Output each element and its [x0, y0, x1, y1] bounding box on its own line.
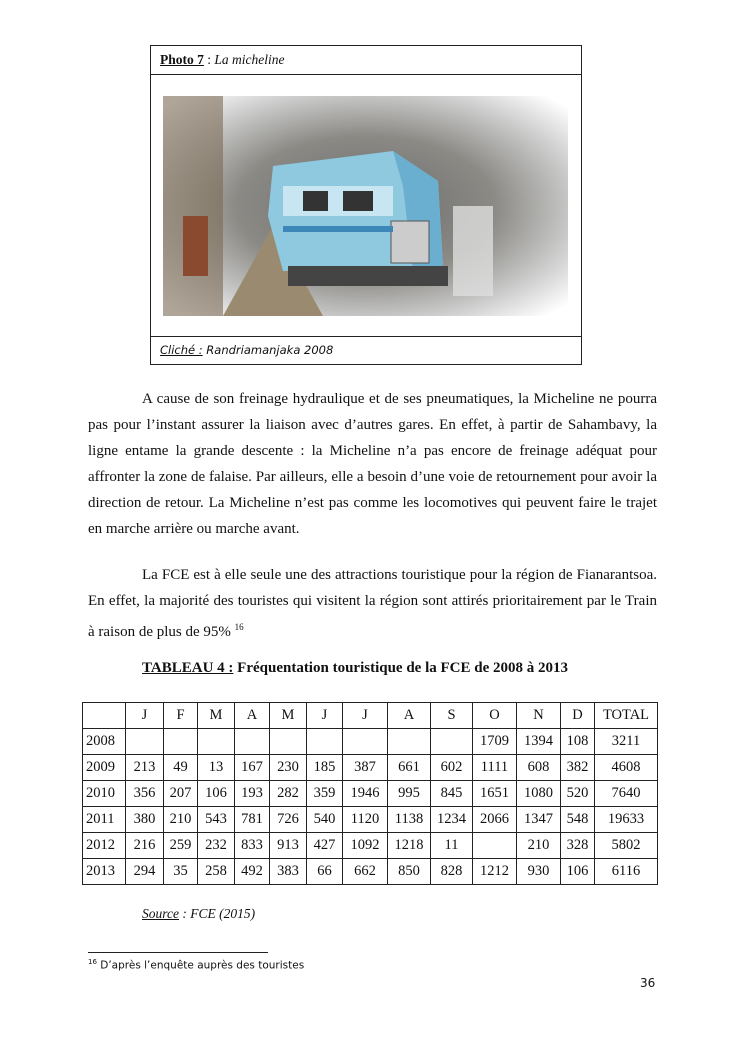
header-cell: M [270, 703, 307, 729]
table-row [83, 833, 658, 859]
value-cell: 294 [126, 859, 164, 885]
value-cell: 2066 [473, 807, 517, 833]
value-cell: 7640 [595, 781, 658, 807]
year-cell: 2011 [83, 807, 126, 833]
source-text: : FCE (2015) [179, 906, 256, 921]
value-cell: 230 [270, 755, 307, 781]
value-cell: 492 [235, 859, 270, 885]
value-cell: 1394 [517, 729, 561, 755]
value-cell: 213 [126, 755, 164, 781]
header-cell: O [473, 703, 517, 729]
value-cell: 19633 [595, 807, 658, 833]
value-cell: 995 [388, 781, 431, 807]
value-cell: 207 [164, 781, 198, 807]
header-cell: J [126, 703, 164, 729]
footnote-divider [88, 952, 268, 953]
value-cell: 1709 [473, 729, 517, 755]
value-cell: 382 [561, 755, 595, 781]
value-cell: 726 [270, 807, 307, 833]
value-cell: 258 [198, 859, 235, 885]
value-cell: 850 [388, 859, 431, 885]
value-cell: 1080 [517, 781, 561, 807]
footnote-ref[interactable]: 16 [234, 622, 244, 632]
value-cell: 1218 [388, 833, 431, 859]
value-cell: 1092 [343, 833, 388, 859]
value-cell: 66 [307, 859, 343, 885]
value-cell: 520 [561, 781, 595, 807]
value-cell: 193 [235, 781, 270, 807]
value-cell: 1234 [431, 807, 473, 833]
photo-frame [150, 45, 582, 365]
value-cell: 359 [307, 781, 343, 807]
value-cell: 106 [561, 859, 595, 885]
table-label: TABLEAU 4 : [142, 660, 234, 676]
value-cell: 5802 [595, 833, 658, 859]
value-cell [388, 729, 431, 755]
header-cell: J [307, 703, 343, 729]
value-cell [431, 729, 473, 755]
value-cell [307, 729, 343, 755]
value-cell: 608 [517, 755, 561, 781]
value-cell: 6116 [595, 859, 658, 885]
value-cell: 282 [270, 781, 307, 807]
value-cell: 845 [431, 781, 473, 807]
value-cell: 210 [164, 807, 198, 833]
year-cell: 2010 [83, 781, 126, 807]
tourism-table [82, 702, 658, 885]
header-cell: TOTAL [595, 703, 658, 729]
header-cell: F [164, 703, 198, 729]
value-cell: 4608 [595, 755, 658, 781]
paragraph-1 [88, 386, 657, 542]
header-cell: J [343, 703, 388, 729]
photo-caption [151, 336, 581, 364]
value-cell: 662 [343, 859, 388, 885]
table-row [83, 755, 658, 781]
table-header-row [83, 703, 658, 729]
footnote-num: 16 [88, 958, 97, 966]
value-cell [198, 729, 235, 755]
header-cell [83, 703, 126, 729]
value-cell [126, 729, 164, 755]
value-cell: 49 [164, 755, 198, 781]
value-cell: 930 [517, 859, 561, 885]
photo-title: La micheline [214, 52, 285, 67]
page-number: 36 [640, 976, 656, 990]
value-cell: 328 [561, 833, 595, 859]
value-cell: 210 [517, 833, 561, 859]
value-cell: 185 [307, 755, 343, 781]
table-row [83, 859, 658, 885]
table-row [83, 781, 658, 807]
value-cell: 540 [307, 807, 343, 833]
value-cell: 1651 [473, 781, 517, 807]
header-cell: D [561, 703, 595, 729]
value-cell: 1111 [473, 755, 517, 781]
table-title-text: Fréquentation touristique de la FCE de 2008 à 2013 [233, 660, 568, 676]
footnote [88, 958, 304, 972]
value-cell: 380 [126, 807, 164, 833]
text: La FCE est à elle seule une des attractions touristique pour la région de Fianarantsoa. En effet, la majorité des touristes qui visitent la région sont attirés prioritairement par le Train à raison de plus de 95% [88, 567, 657, 640]
value-cell [235, 729, 270, 755]
header-cell: M [198, 703, 235, 729]
year-cell: 2012 [83, 833, 126, 859]
value-cell: 548 [561, 807, 595, 833]
value-cell: 387 [343, 755, 388, 781]
paragraph-text [88, 562, 657, 645]
value-cell: 1212 [473, 859, 517, 885]
footnote-text: D’après l’enquête auprès des touristes [96, 959, 305, 972]
header-cell: S [431, 703, 473, 729]
paragraph-2 [88, 562, 657, 645]
value-cell: 833 [235, 833, 270, 859]
table-row [83, 807, 658, 833]
year-cell: 2013 [83, 859, 126, 885]
value-cell: 356 [126, 781, 164, 807]
value-cell [343, 729, 388, 755]
value-cell: 427 [307, 833, 343, 859]
header-cell: A [388, 703, 431, 729]
value-cell: 108 [561, 729, 595, 755]
railcar-illustration [163, 96, 568, 316]
value-cell [473, 833, 517, 859]
header-cell: N [517, 703, 561, 729]
year-cell: 2009 [83, 755, 126, 781]
value-cell: 106 [198, 781, 235, 807]
value-cell: 167 [235, 755, 270, 781]
value-cell: 11 [431, 833, 473, 859]
value-cell: 913 [270, 833, 307, 859]
sep: : [203, 52, 215, 67]
value-cell: 259 [164, 833, 198, 859]
value-cell: 232 [198, 833, 235, 859]
table-row [83, 729, 658, 755]
value-cell: 1120 [343, 807, 388, 833]
value-cell: 1138 [388, 807, 431, 833]
source [142, 906, 255, 922]
value-cell: 3211 [595, 729, 658, 755]
value-cell: 35 [164, 859, 198, 885]
value-cell [164, 729, 198, 755]
value-cell: 661 [388, 755, 431, 781]
value-cell: 828 [431, 859, 473, 885]
credit-text: Randriamanjaka 2008 [202, 343, 334, 357]
value-cell: 13 [198, 755, 235, 781]
value-cell: 216 [126, 833, 164, 859]
value-cell: 383 [270, 859, 307, 885]
table-title [142, 660, 568, 677]
value-cell: 1347 [517, 807, 561, 833]
credit-label: Cliché : [160, 343, 203, 357]
photo-label: Photo 7 [160, 52, 204, 67]
value-cell: 602 [431, 755, 473, 781]
year-cell: 2008 [83, 729, 126, 755]
value-cell: 1946 [343, 781, 388, 807]
source-label: Source [142, 906, 179, 921]
header-cell: A [235, 703, 270, 729]
value-cell: 781 [235, 807, 270, 833]
photo-header [151, 46, 581, 75]
micheline-photo [163, 96, 568, 316]
value-cell [270, 729, 307, 755]
value-cell: 543 [198, 807, 235, 833]
paragraph-text: A cause de son freinage hydraulique et de ses pneumatiques, la Micheline ne pourra pas pour l’instant assurer la liaison avec d’autres gares. En effet, à partir de Sahambavy, la ligne entame la grande descente : la Micheline n’a pas encore de freinage adéquat pour affronter la zone de falaise. Par ailleurs, elle a besoin d’une voie de retournement pour avoir la direction de retour. La Micheline n’est pas comme les locomotives qui peuvent faire le trajet en marche arrière ou marche avant. [88, 391, 657, 537]
